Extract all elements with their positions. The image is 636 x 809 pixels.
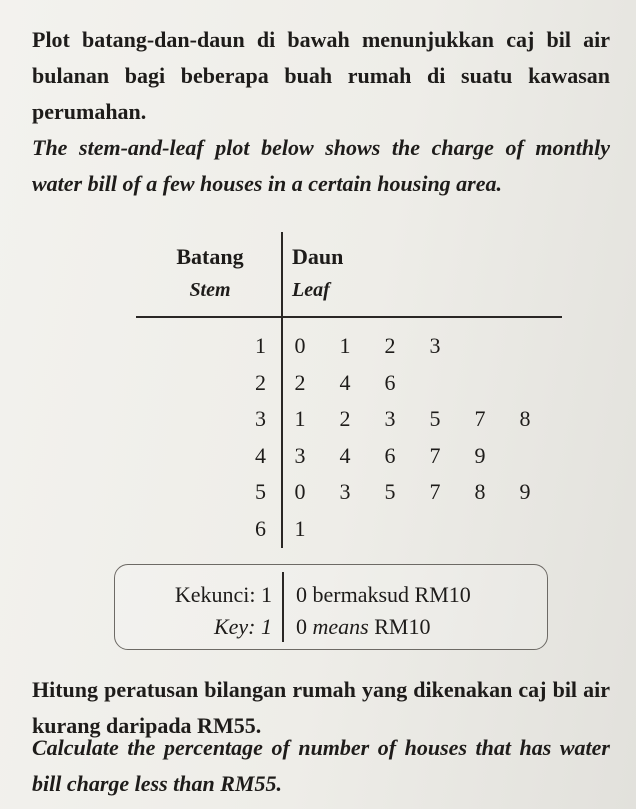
key-value-malay: 0 bermaksud RM10 xyxy=(296,582,471,607)
leaf-value: 2 xyxy=(384,333,396,358)
leaf-value: 7 xyxy=(429,479,441,504)
leaf-value: 4 xyxy=(339,369,351,395)
question-text-malay: Hitung peratusan bilangan rumah yang dikenakan caj bil air kurang daripada RM55. xyxy=(32,677,610,738)
leaf-value: 5 xyxy=(429,406,441,431)
leaf-value: 8 xyxy=(474,479,486,504)
leaf-header-english: Leaf xyxy=(292,279,330,301)
leaf-header: Daun xyxy=(292,244,344,269)
stem-header: Batang xyxy=(176,244,244,269)
leaf-value: 3 xyxy=(339,479,351,504)
stem-value: 2 xyxy=(255,369,266,395)
stem-value: 3 xyxy=(255,406,266,431)
leaf-value: 9 xyxy=(519,479,531,504)
leaf-value: 7 xyxy=(429,442,441,468)
question-text-english: Calculate the percentage of number of houses that has water bill charge less than RM55. xyxy=(32,735,610,796)
stem-leaf-divider xyxy=(281,232,283,548)
leaf-value: 4 xyxy=(339,442,351,468)
leaf-value: 1 xyxy=(294,406,306,431)
intro-text-malay: Plot batang-dan-daun di bawah menunjukkan caj bil air bulanan bagi beberapa buah rumah di suatu kawasan perumahan. xyxy=(32,27,610,124)
leaf-value: 6 xyxy=(384,369,396,395)
leaf-value: 9 xyxy=(474,442,486,468)
stem-value: 4 xyxy=(255,442,266,468)
leaf-value: 7 xyxy=(474,406,486,431)
leaf-value: 1 xyxy=(339,333,351,358)
leaf-value: 6 xyxy=(384,442,396,468)
leaf-value: 3 xyxy=(294,442,306,468)
stem-header-english: Stem xyxy=(189,279,231,301)
key-label-malay: Kekunci: 1 xyxy=(174,582,272,607)
key-value-english xyxy=(296,614,430,640)
leaf-value: 5 xyxy=(384,479,396,504)
header-divider xyxy=(136,316,562,318)
leaf-value: 3 xyxy=(429,333,441,358)
leaf-value: 8 xyxy=(519,406,531,431)
leaf-value: 1 xyxy=(294,515,306,541)
key-divider xyxy=(282,572,284,642)
leaf-value: 2 xyxy=(339,406,351,431)
stem-value: 1 xyxy=(255,333,266,358)
leaf-value: 0 xyxy=(294,479,306,504)
key-value-english-suffix: RM10 xyxy=(374,614,431,639)
intro-text-english: The stem-and-leaf plot below shows the charge of monthly water bill of a few houses in a certain housing area. xyxy=(32,135,610,196)
stem-value: 5 xyxy=(255,479,266,504)
leaf-value: 0 xyxy=(294,333,306,358)
leaf-value: 3 xyxy=(384,406,396,431)
leaf-value: 2 xyxy=(294,369,306,395)
key-label-english: Key: 1 xyxy=(213,614,272,639)
key-value-english-word: means xyxy=(312,614,369,639)
key-value-english-prefix: 0 xyxy=(296,614,307,639)
stem-value: 6 xyxy=(255,515,266,541)
